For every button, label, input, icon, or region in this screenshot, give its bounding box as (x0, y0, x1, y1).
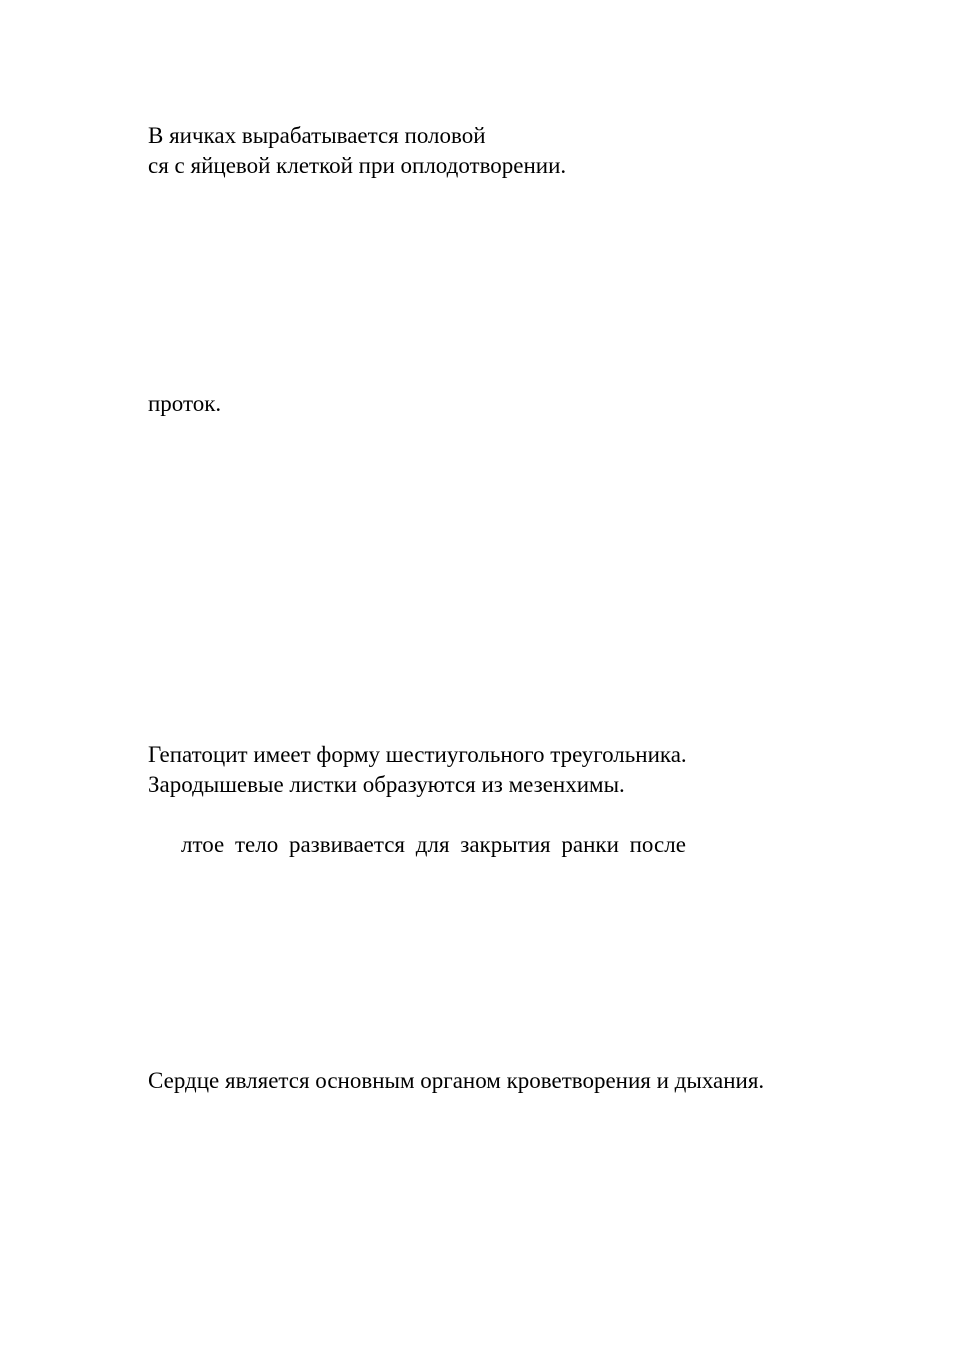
text-line: проток. (148, 391, 222, 416)
text-line: В яичках вырабатывается половой (148, 123, 486, 148)
text-line: Зародышевые листки образуются из мезенхимы. (148, 772, 625, 797)
text-line: лтое тело развивается для закрытия ранки после (181, 832, 686, 857)
text-line: Сердце является основным органом кроветворения и дыхания. (148, 1068, 765, 1093)
text-line: Гепатоцит имеет форму шестиугольного треугольника. (148, 742, 687, 767)
text-line: ся с яйцевой клеткой при оплодотворении. (148, 153, 567, 178)
